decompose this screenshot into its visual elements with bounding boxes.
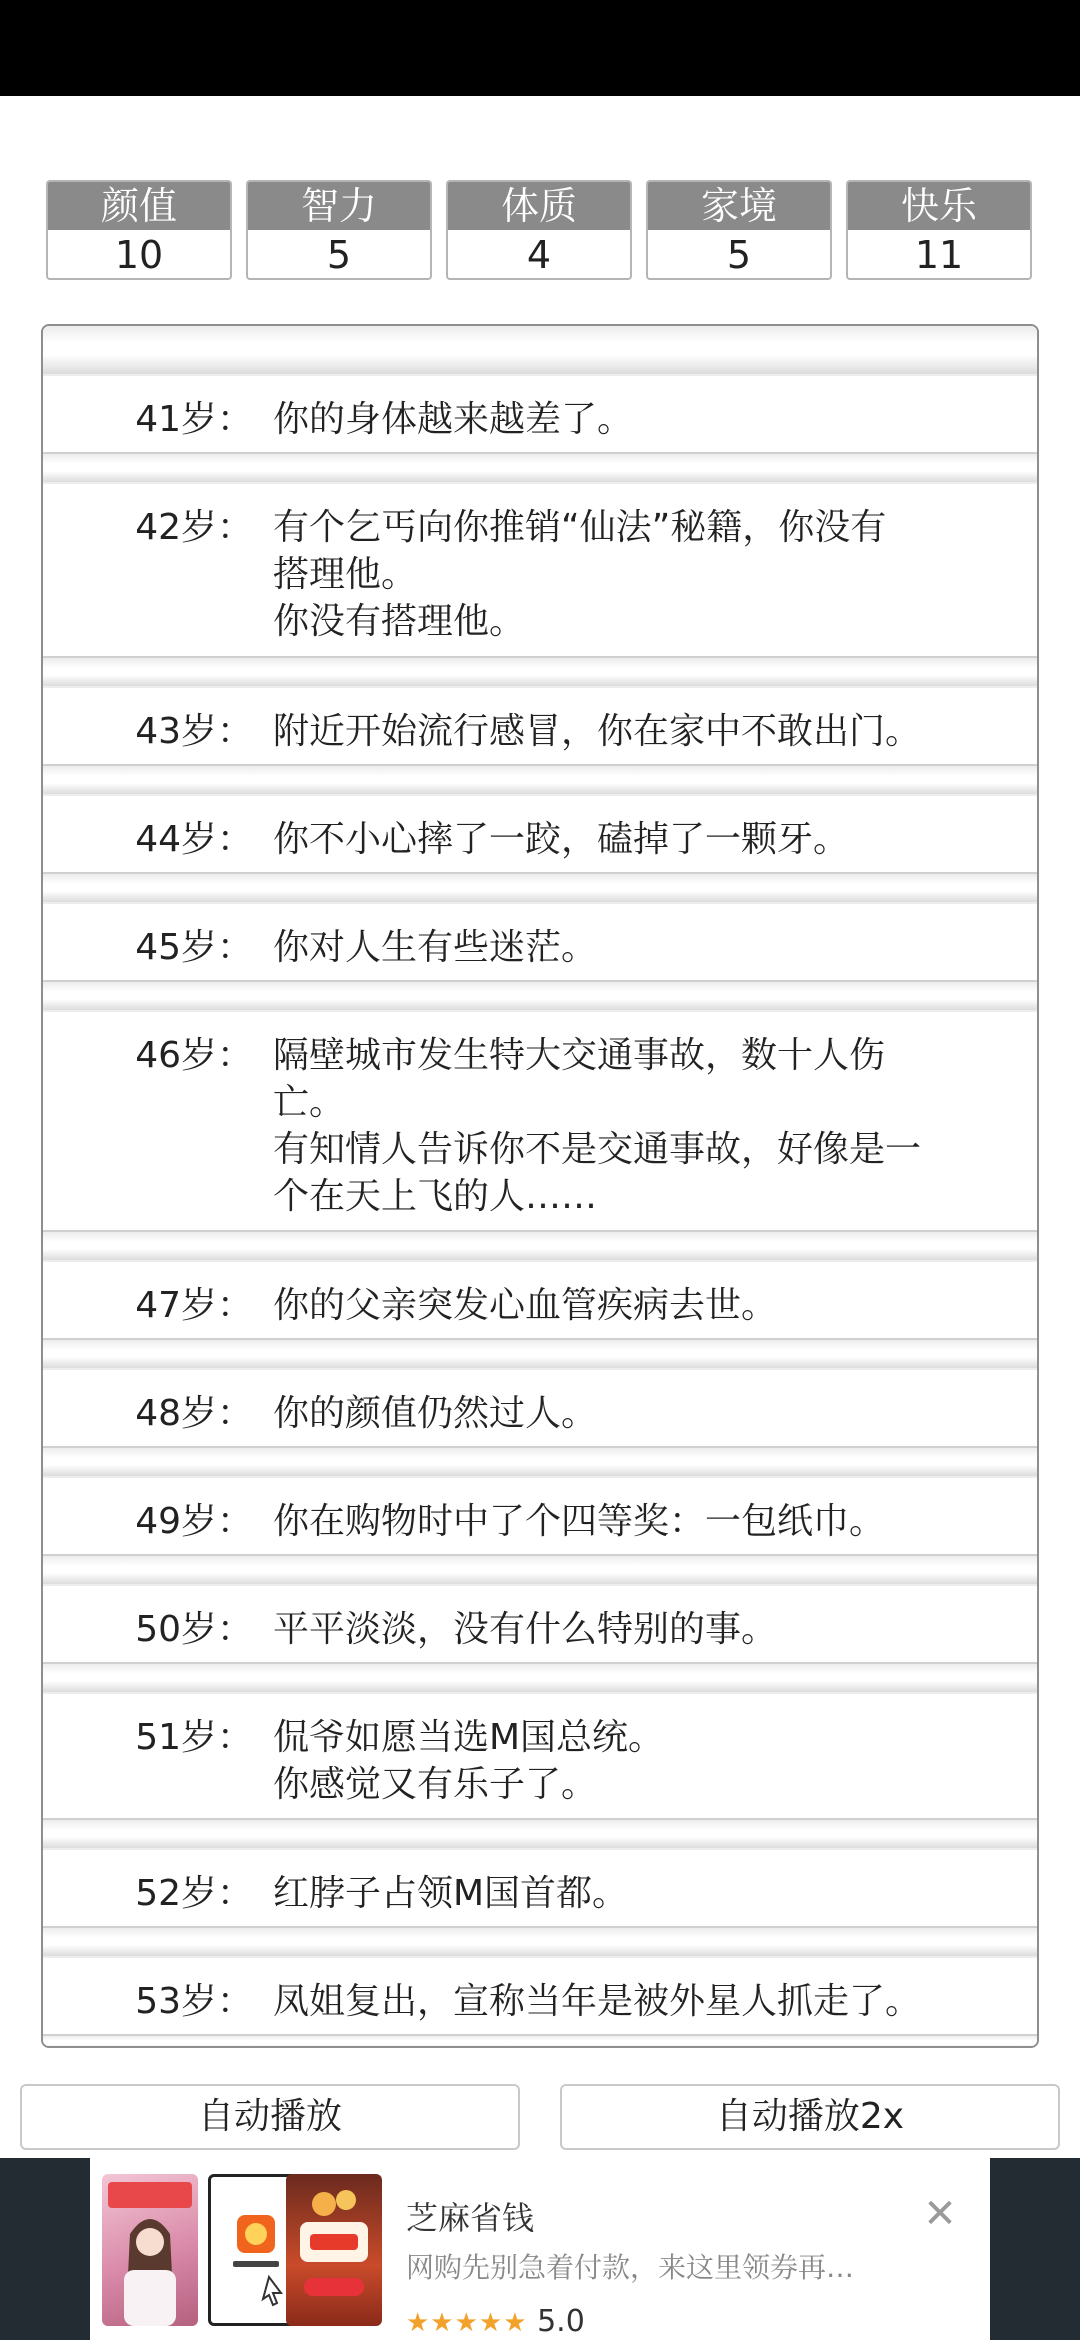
log-event	[273, 816, 1023, 863]
log-row	[43, 1956, 1037, 2036]
ad-image-art	[286, 2174, 382, 2326]
log-row	[43, 1368, 1037, 1448]
log-event	[273, 1032, 1023, 1220]
stat-value: 5	[326, 233, 352, 277]
log-separator	[43, 658, 1037, 686]
event-line: 附近开始流行感冒，你在家中不敢出门。	[273, 711, 922, 752]
log-age: 41岁：	[135, 399, 253, 440]
stat-label: 智力	[248, 182, 430, 230]
stat-intelligence	[246, 180, 432, 280]
ad-image-person	[102, 2174, 198, 2326]
log-separator	[43, 1448, 1037, 1476]
event-line: 隔壁城市发生特大交通事故，数十人伤	[273, 1035, 886, 1076]
log-event	[273, 1606, 1023, 1653]
status-bar	[0, 0, 1080, 96]
event-line: 红脖子占领M国首都。	[273, 1873, 629, 1914]
log-separator	[43, 874, 1037, 902]
ad-rating	[406, 2304, 585, 2341]
ad-title: 芝麻省钱	[406, 2199, 535, 2237]
event-line: 搭理他。	[273, 554, 418, 595]
autoplay-2x-button[interactable]: 自动播放2x	[560, 2084, 1060, 2150]
log-age: 50岁：	[135, 1609, 253, 1650]
ad-image-coupon	[286, 2174, 382, 2326]
stat-value: 11	[914, 233, 964, 277]
log-row	[43, 1584, 1037, 1664]
stat-label: 颜值	[48, 182, 230, 230]
log-row	[43, 794, 1037, 874]
log-row	[43, 1476, 1037, 1556]
ad-banner[interactable]	[90, 2158, 990, 2340]
event-line: 有个乞丐向你推销“仙法”秘籍，你没有	[273, 507, 887, 548]
log-separator	[43, 1664, 1037, 1692]
log-separator	[43, 982, 1037, 1010]
log-age: 52岁：	[135, 1873, 253, 1914]
log-age: 49岁：	[135, 1501, 253, 1542]
event-line: 侃爷如愿当选M国总统。	[273, 1717, 665, 1758]
log-age: 44岁：	[135, 819, 253, 860]
log-age: 43岁：	[135, 711, 253, 752]
event-line: 你的身体越来越差了。	[273, 399, 634, 440]
event-line: 凤姐复出，宣称当年是被外星人抓走了。	[273, 1981, 922, 2022]
log-age: 47岁：	[135, 1285, 253, 1326]
log-event	[273, 1282, 1023, 1329]
log-row	[43, 1848, 1037, 1928]
log-event	[273, 1714, 1023, 1808]
event-line: 个在天上飞的人……	[273, 1176, 598, 1217]
log-age: 48岁：	[135, 1393, 253, 1434]
log-event	[273, 924, 1023, 971]
log-age: 42岁：	[135, 507, 253, 548]
log-event	[273, 1870, 1023, 1917]
log-separator	[43, 454, 1037, 482]
stats-panel	[46, 180, 1034, 280]
event-line: 你没有搭理他。	[273, 601, 526, 642]
event-line: 你的颜值仍然过人。	[273, 1393, 598, 1434]
log-age: 45岁：	[135, 927, 253, 968]
stat-label: 家境	[648, 182, 830, 230]
event-line: 有知情人告诉你不是交通事故，好像是一	[273, 1129, 922, 1170]
log-separator	[43, 1928, 1037, 1956]
log-event	[273, 396, 1023, 443]
star-rating-icon: ★★★★★	[406, 2308, 528, 2338]
log-separator	[43, 1556, 1037, 1584]
stat-value: 4	[526, 233, 552, 277]
log-separator	[43, 1340, 1037, 1368]
log-separator	[43, 1820, 1037, 1848]
life-event-log[interactable]	[41, 324, 1039, 2048]
stat-constitution	[446, 180, 632, 280]
log-event	[273, 1498, 1023, 1545]
log-age: 46岁：	[135, 1035, 253, 1076]
log-row	[43, 1692, 1037, 1820]
log-event	[273, 708, 1023, 755]
log-row	[43, 1260, 1037, 1340]
stat-label: 体质	[448, 182, 630, 230]
autoplay-button[interactable]: 自动播放	[20, 2084, 520, 2150]
event-line: 你感觉又有乐子了。	[273, 1764, 598, 1805]
log-separator	[43, 1232, 1037, 1260]
stat-label: 快乐	[848, 182, 1030, 230]
log-event	[273, 1390, 1023, 1437]
log-row	[43, 482, 1037, 658]
event-line: 你在购物时中了个四等奖：一包纸巾。	[273, 1501, 886, 1542]
log-age: 51岁：	[135, 1717, 253, 1758]
event-line: 你的父亲突发心血管疾病去世。	[273, 1285, 778, 1326]
log-row	[43, 1010, 1037, 1232]
log-row	[43, 686, 1037, 766]
log-age: 53岁：	[135, 1981, 253, 2022]
log-separator	[43, 2036, 1037, 2048]
ad-rating-value: 5.0	[537, 2304, 585, 2339]
log-event	[273, 1978, 1023, 2025]
event-line: 亡。	[273, 1082, 346, 1123]
event-line: 平平淡淡，没有什么特别的事。	[273, 1609, 778, 1650]
ad-description: 网购先别急着付款，来这里领券再…	[406, 2251, 855, 2284]
event-line: 你对人生有些迷茫。	[273, 927, 598, 968]
close-icon[interactable]: ✕	[923, 2191, 957, 2237]
stat-value: 5	[726, 233, 752, 277]
ad-image-art	[102, 2174, 198, 2326]
stat-happiness	[846, 180, 1032, 280]
log-separator	[43, 766, 1037, 794]
log-separator	[43, 326, 1037, 374]
stat-appearance	[46, 180, 232, 280]
log-row	[43, 902, 1037, 982]
log-row	[43, 374, 1037, 454]
stat-value: 10	[114, 233, 164, 277]
log-event	[273, 504, 1023, 645]
event-line: 你不小心摔了一跤，磕掉了一颗牙。	[273, 819, 850, 860]
stat-family	[646, 180, 832, 280]
